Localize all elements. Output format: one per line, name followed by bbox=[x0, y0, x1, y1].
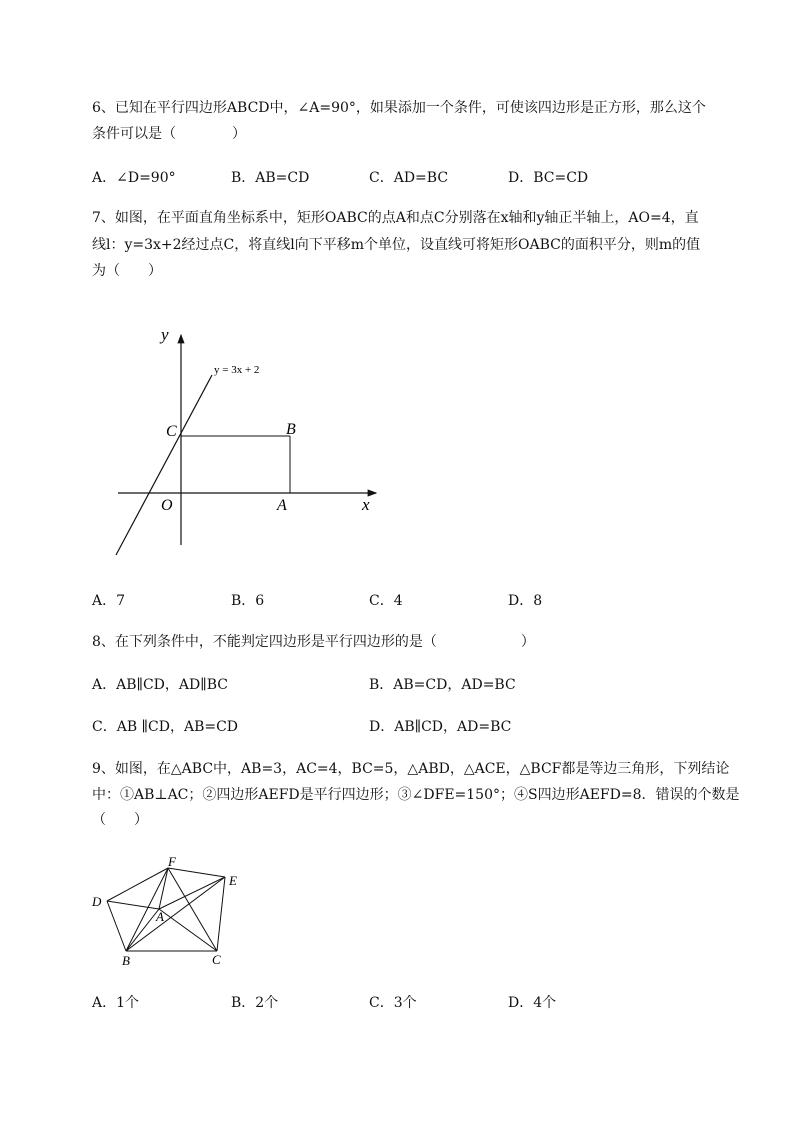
q9-point-f-label: F bbox=[168, 854, 176, 869]
q6-option-c: C．AD=BC bbox=[369, 170, 449, 186]
q6-stem-line-2: 条件可以是（ ） bbox=[92, 126, 246, 142]
point-b-label: B bbox=[286, 421, 296, 438]
q9-point-a-label: A bbox=[156, 909, 164, 924]
q9-point-c-label: C bbox=[212, 952, 221, 967]
q7-option-c: C．4 bbox=[369, 593, 403, 609]
q9-option-b: B．2个 bbox=[231, 995, 279, 1011]
q7-stem-line-2: 线l：y=3x+2经过点C，将直线l向下平移m个单位，设直线可将矩形OABC的面积平分，则m的值 bbox=[92, 237, 701, 253]
q9-triangle-figure bbox=[107, 868, 225, 951]
q7-option-d: D．8 bbox=[508, 593, 543, 609]
q8-option-b: B．AB=CD，AD=BC bbox=[369, 677, 516, 693]
q7-option-a: A．7 bbox=[92, 593, 126, 609]
q7-stem-line-3: 为（ ） bbox=[92, 263, 162, 279]
q7-option-b: B．6 bbox=[231, 593, 265, 609]
q9-stem-line-3: （ ） bbox=[92, 812, 148, 828]
q9-stem-line-1: 9、如图，在△ABC中，AB=3，AC=4，BC=5，△ABD，△ACE，△BCF都是等边三角形，下列结论 bbox=[92, 761, 730, 777]
line-l bbox=[116, 375, 212, 555]
q9-option-d: D．4个 bbox=[508, 995, 557, 1011]
q9-option-a: A．1个 bbox=[92, 995, 140, 1011]
q6-option-b: B．AB=CD bbox=[231, 170, 310, 186]
q6-stem-line-1: 6、已知在平行四边形ABCD中，∠A=90°，如果添加一个条件，可使该四边形是正方形，那么这个 bbox=[92, 100, 706, 116]
x-axis-label: x bbox=[362, 495, 370, 514]
q8-option-d: D．AB∥CD，AD=BC bbox=[369, 719, 512, 735]
q8-stem-line-1: 8、在下列条件中，不能判定四边形是平行四边形的是（ ） bbox=[92, 634, 535, 650]
q9-option-c: C．3个 bbox=[369, 995, 417, 1011]
q7-stem-line-1: 7、如图，在平面直角坐标系中，矩形OABC的点A和点C分别落在x轴和y轴正半轴上，AO=4，直 bbox=[92, 210, 699, 226]
q9-point-d-label: D bbox=[92, 894, 102, 909]
q9-point-e-label: E bbox=[229, 873, 237, 888]
q8-option-a: A．AB∥CD，AD∥BC bbox=[92, 677, 228, 693]
q9-point-b-label: B bbox=[122, 953, 130, 968]
point-o-label: O bbox=[161, 497, 173, 514]
point-a-label: A bbox=[277, 497, 287, 514]
q6-option-d: D．BC=CD bbox=[508, 170, 589, 186]
line-equation-label: y = 3x + 2 bbox=[214, 364, 260, 376]
q6-option-a: A．∠D=90° bbox=[92, 170, 176, 186]
q8-option-c: C．AB ∥CD，AB=CD bbox=[92, 719, 239, 735]
point-c-label: C bbox=[166, 423, 177, 440]
y-axis-label: y bbox=[161, 325, 169, 344]
q9-stem-line-2: 中：①AB⊥AC；②四边形AEFD是平行四边形；③∠DFE=150°；④S四边形AEFD=8．错误的个数是 bbox=[92, 787, 740, 803]
